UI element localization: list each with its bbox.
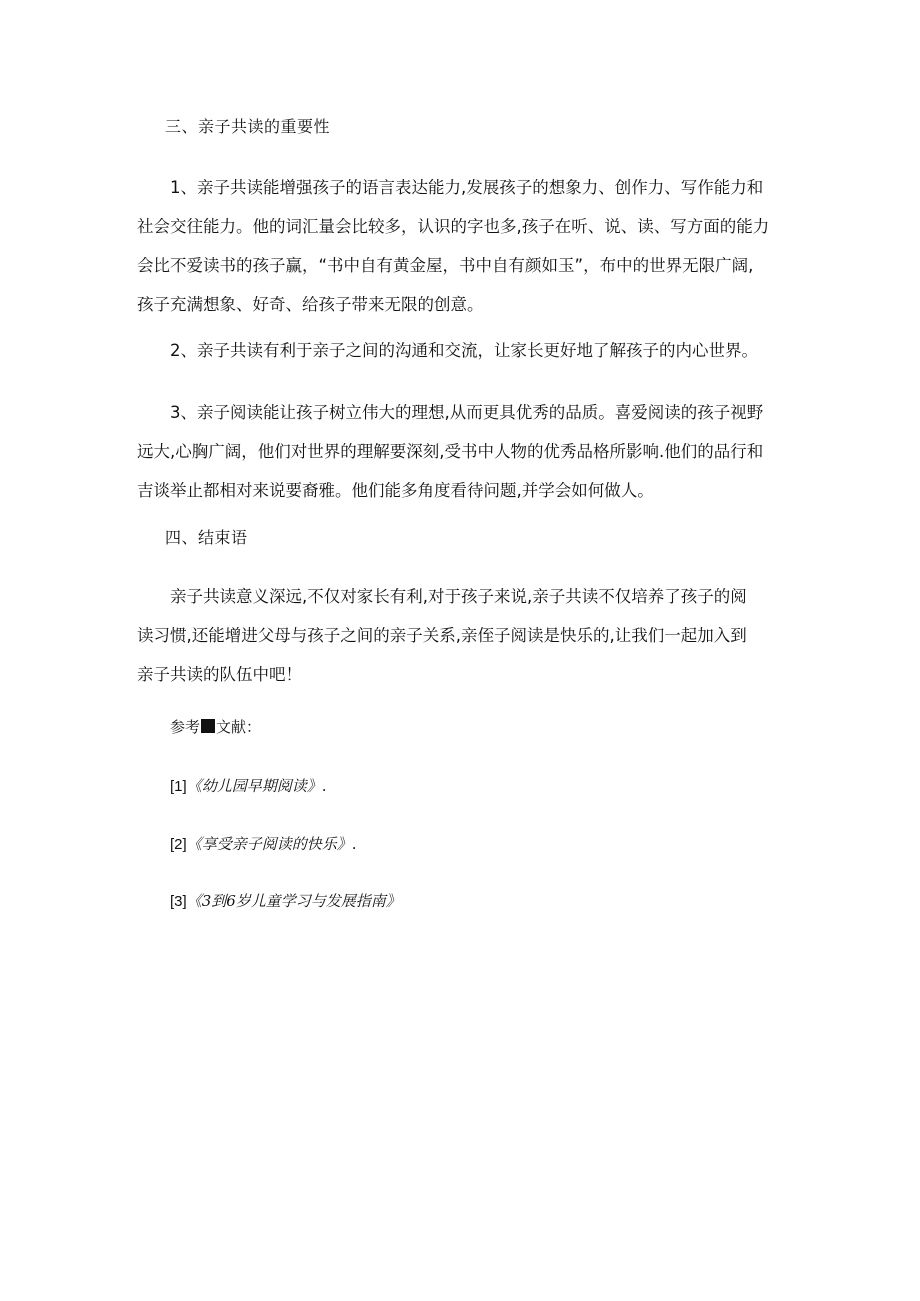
references-title [170,716,261,738]
paragraph-line: 1、亲子共读能增强孩子的语言表达能力,发展孩子的想象力、创作力、写作能力和 [170,178,764,197]
redaction-block [201,719,215,733]
paragraph-line: 吉谈举止都相对来说要裔雅。他们能多角度看待问题,并学会如何做人。 [137,481,654,500]
paragraph-line: 3、亲子阅读能让孩子树立伟大的理想,从而更具优秀的品质。喜爱阅读的孩子视野 [170,403,764,422]
reference-tail: . [321,777,327,795]
references-title-suffix: 文献： [216,718,262,736]
reference-item [170,890,401,913]
paragraph-line: 远大,心胸广阔，他们对世界的理解要深刻,受书中人物的优秀品格所影响.他们的品行和 [137,442,764,461]
paragraph-conclusion [137,577,789,694]
paragraph-line: 亲子共读意义深远,不仅对家长有利,对于孩子来说,亲子共读不仅培养了孩子的阅 [170,587,747,606]
paragraph-importance-2 [137,331,789,370]
reference-book-title: 《享受亲子阅读的快乐》 [186,835,352,853]
section-heading-importance: 三、亲子共读的重要性 [165,117,331,136]
paragraph-line: 亲子共读的队伍中吧！ [137,665,302,684]
references-title-prefix: 参考 [170,718,201,736]
section-heading-conclusion: 四、结束语 [165,528,248,547]
paragraph-line: 会比不爱读书的孩子赢，“书中自有黄金屋，书中自有颜如玉”，布中的世界无限广阔, [137,256,754,275]
paragraph-importance-3 [137,393,789,510]
reference-item [170,775,326,798]
reference-number: [3] [170,893,187,910]
reference-book-title: 《幼儿园早期阅读》 [186,777,322,795]
reference-item [170,833,356,856]
reference-number: [1] [170,778,187,795]
reference-tail: . [351,835,357,853]
paragraph-line: 2、亲子共读有利于亲子之间的沟通和交流，让家长更好地了解孩子的内心世界。 [170,341,758,360]
reference-book-title: 《3到6岁儿童学习与发展指南》 [186,892,401,910]
paragraph-importance-1 [137,168,789,324]
paragraph-line: 孩子充满想象、好奇、给孩子带来无限的创意。 [137,295,484,314]
paragraph-line: 社会交往能力。他的词汇量会比较多，认识的字也多,孩子在听、说、读、写方面的能力 [137,217,770,236]
paragraph-line: 读习惯,还能增进父母与孩子之间的亲子关系,亲侄子阅读是快乐的,让我们一起加入到 [137,626,747,645]
reference-number: [2] [170,836,187,853]
